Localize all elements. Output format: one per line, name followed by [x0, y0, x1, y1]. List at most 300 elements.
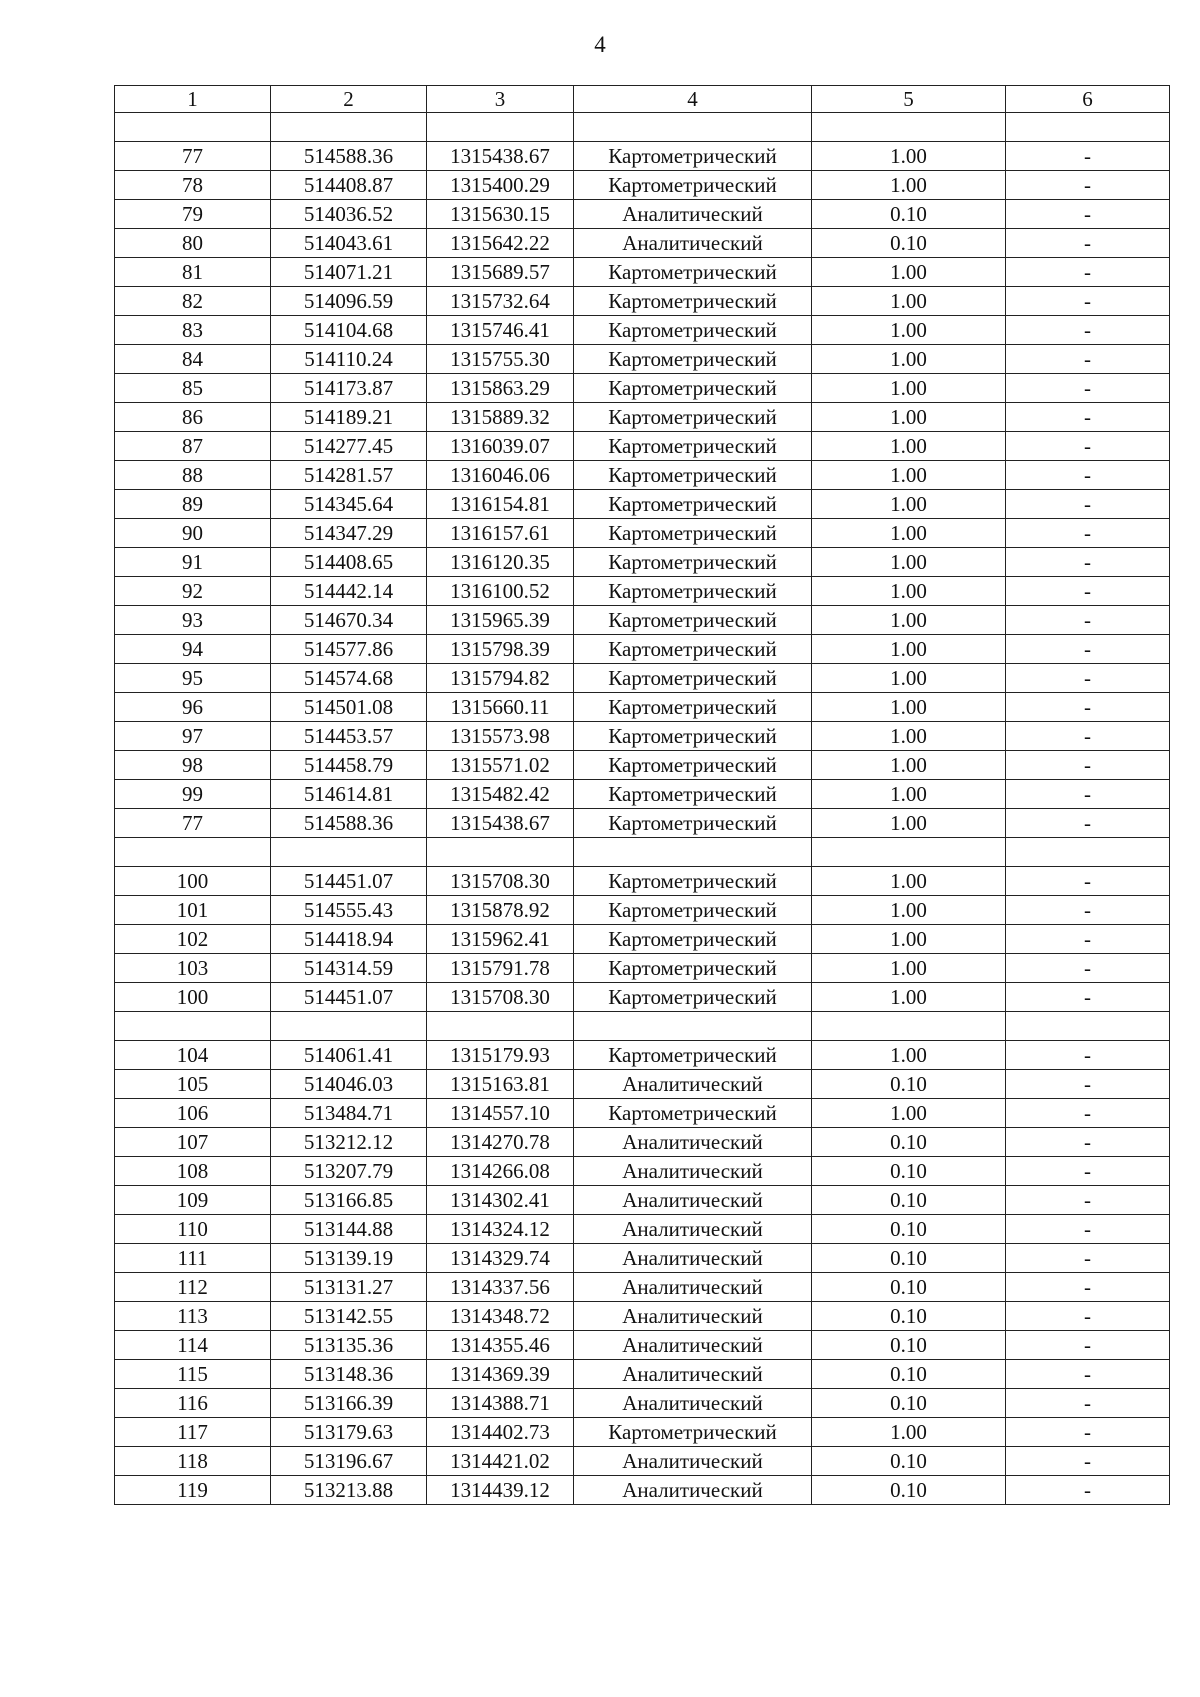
note-cell: -: [1006, 693, 1170, 722]
method-cell: Картометрический: [574, 258, 812, 287]
method-cell: [574, 1012, 812, 1041]
x-coordinate-cell: 514345.64: [271, 490, 427, 519]
table-row: [115, 1215, 1170, 1244]
table-row: [115, 1447, 1170, 1476]
x-coordinate-cell: 513484.71: [271, 1099, 427, 1128]
point-number-cell: 86: [115, 403, 271, 432]
x-coordinate-cell: 514036.52: [271, 200, 427, 229]
point-number-cell: 110: [115, 1215, 271, 1244]
coordinates-table: [114, 85, 1170, 1505]
accuracy-cell: 1.00: [812, 490, 1006, 519]
table-row: [115, 1070, 1170, 1099]
accuracy-cell: 0.10: [812, 1186, 1006, 1215]
x-coordinate-cell: [271, 838, 427, 867]
note-cell: -: [1006, 1099, 1170, 1128]
x-coordinate-cell: 514451.07: [271, 983, 427, 1012]
x-coordinate-cell: [271, 1012, 427, 1041]
point-number-cell: 108: [115, 1157, 271, 1186]
note-cell: -: [1006, 606, 1170, 635]
method-cell: Картометрический: [574, 1099, 812, 1128]
y-coordinate-cell: 1314329.74: [427, 1244, 574, 1273]
point-number-cell: 100: [115, 983, 271, 1012]
table-row: [115, 1041, 1170, 1070]
x-coordinate-cell: [271, 113, 427, 142]
x-coordinate-cell: 514408.65: [271, 548, 427, 577]
x-coordinate-cell: 513148.36: [271, 1360, 427, 1389]
accuracy-cell: 1.00: [812, 925, 1006, 954]
note-cell: -: [1006, 577, 1170, 606]
x-coordinate-cell: 514442.14: [271, 577, 427, 606]
method-cell: Картометрический: [574, 780, 812, 809]
point-number-cell: 117: [115, 1418, 271, 1447]
accuracy-cell: 1.00: [812, 345, 1006, 374]
y-coordinate-cell: 1316120.35: [427, 548, 574, 577]
point-number-cell: 114: [115, 1331, 271, 1360]
accuracy-cell: [812, 1012, 1006, 1041]
x-coordinate-cell: 514043.61: [271, 229, 427, 258]
table-row: [115, 809, 1170, 838]
accuracy-cell: 0.10: [812, 1389, 1006, 1418]
table-row: [115, 1418, 1170, 1447]
column-header: 1: [115, 86, 271, 113]
method-cell: Картометрический: [574, 983, 812, 1012]
x-coordinate-cell: 514501.08: [271, 693, 427, 722]
accuracy-cell: [812, 838, 1006, 867]
table-row: [115, 548, 1170, 577]
x-coordinate-cell: 514408.87: [271, 171, 427, 200]
x-coordinate-cell: 514173.87: [271, 374, 427, 403]
method-cell: Картометрический: [574, 519, 812, 548]
note-cell: -: [1006, 1215, 1170, 1244]
point-number-cell: 79: [115, 200, 271, 229]
y-coordinate-cell: 1315878.92: [427, 896, 574, 925]
point-number-cell: [115, 113, 271, 142]
note-cell: -: [1006, 142, 1170, 171]
y-coordinate-cell: 1315798.39: [427, 635, 574, 664]
method-cell: Картометрический: [574, 751, 812, 780]
method-cell: Аналитический: [574, 1128, 812, 1157]
note-cell: [1006, 1012, 1170, 1041]
method-cell: Аналитический: [574, 1360, 812, 1389]
table-row: [115, 1099, 1170, 1128]
note-cell: -: [1006, 1302, 1170, 1331]
column-header: 6: [1006, 86, 1170, 113]
x-coordinate-cell: 513166.85: [271, 1186, 427, 1215]
method-cell: Аналитический: [574, 1244, 812, 1273]
point-number-cell: 96: [115, 693, 271, 722]
accuracy-cell: 0.10: [812, 1447, 1006, 1476]
accuracy-cell: 1.00: [812, 780, 1006, 809]
table-row: [115, 693, 1170, 722]
table-body: [115, 86, 1170, 1505]
point-number-cell: 111: [115, 1244, 271, 1273]
accuracy-cell: 1.00: [812, 287, 1006, 316]
method-cell: Картометрический: [574, 635, 812, 664]
point-number-cell: 91: [115, 548, 271, 577]
point-number-cell: 82: [115, 287, 271, 316]
method-cell: Картометрический: [574, 403, 812, 432]
point-number-cell: 103: [115, 954, 271, 983]
note-cell: -: [1006, 1244, 1170, 1273]
table-row: [115, 1331, 1170, 1360]
y-coordinate-cell: [427, 838, 574, 867]
method-cell: Картометрический: [574, 722, 812, 751]
y-coordinate-cell: 1314355.46: [427, 1331, 574, 1360]
y-coordinate-cell: 1314302.41: [427, 1186, 574, 1215]
method-cell: Картометрический: [574, 1041, 812, 1070]
x-coordinate-cell: 514110.24: [271, 345, 427, 374]
y-coordinate-cell: 1315179.93: [427, 1041, 574, 1070]
note-cell: -: [1006, 867, 1170, 896]
method-cell: Картометрический: [574, 606, 812, 635]
accuracy-cell: 1.00: [812, 548, 1006, 577]
accuracy-cell: 0.10: [812, 200, 1006, 229]
note-cell: -: [1006, 1418, 1170, 1447]
accuracy-cell: 1.00: [812, 664, 1006, 693]
method-cell: Картометрический: [574, 171, 812, 200]
x-coordinate-cell: 514281.57: [271, 461, 427, 490]
x-coordinate-cell: 514277.45: [271, 432, 427, 461]
x-coordinate-cell: 514574.68: [271, 664, 427, 693]
table-row: [115, 1389, 1170, 1418]
point-number-cell: 87: [115, 432, 271, 461]
table-row: [115, 461, 1170, 490]
x-coordinate-cell: 513196.67: [271, 1447, 427, 1476]
point-number-cell: 119: [115, 1476, 271, 1505]
method-cell: [574, 113, 812, 142]
method-cell: Аналитический: [574, 1273, 812, 1302]
point-number-cell: 97: [115, 722, 271, 751]
y-coordinate-cell: 1314324.12: [427, 1215, 574, 1244]
x-coordinate-cell: 514670.34: [271, 606, 427, 635]
y-coordinate-cell: 1314439.12: [427, 1476, 574, 1505]
y-coordinate-cell: 1315630.15: [427, 200, 574, 229]
method-cell: Картометрический: [574, 432, 812, 461]
point-number-cell: 102: [115, 925, 271, 954]
accuracy-cell: 1.00: [812, 1041, 1006, 1070]
method-cell: Аналитический: [574, 1389, 812, 1418]
y-coordinate-cell: 1315400.29: [427, 171, 574, 200]
note-cell: [1006, 838, 1170, 867]
y-coordinate-cell: 1314270.78: [427, 1128, 574, 1157]
table-row: [115, 1476, 1170, 1505]
y-coordinate-cell: 1315746.41: [427, 316, 574, 345]
table-row: [115, 287, 1170, 316]
method-cell: Картометрический: [574, 287, 812, 316]
table-row: [115, 1157, 1170, 1186]
table-row: [115, 664, 1170, 693]
x-coordinate-cell: 514347.29: [271, 519, 427, 548]
accuracy-cell: 1.00: [812, 896, 1006, 925]
table-row: [115, 113, 1170, 142]
point-number-cell: 105: [115, 1070, 271, 1099]
point-number-cell: 81: [115, 258, 271, 287]
method-cell: Картометрический: [574, 461, 812, 490]
y-coordinate-cell: 1315689.57: [427, 258, 574, 287]
x-coordinate-cell: 513166.39: [271, 1389, 427, 1418]
accuracy-cell: 1.00: [812, 258, 1006, 287]
table-row: [115, 490, 1170, 519]
method-cell: Картометрический: [574, 490, 812, 519]
y-coordinate-cell: 1315791.78: [427, 954, 574, 983]
accuracy-cell: 1.00: [812, 142, 1006, 171]
accuracy-cell: 1.00: [812, 316, 1006, 345]
accuracy-cell: 1.00: [812, 374, 1006, 403]
accuracy-cell: 1.00: [812, 809, 1006, 838]
y-coordinate-cell: 1315794.82: [427, 664, 574, 693]
method-cell: Картометрический: [574, 809, 812, 838]
note-cell: -: [1006, 896, 1170, 925]
note-cell: -: [1006, 1360, 1170, 1389]
accuracy-cell: 1.00: [812, 577, 1006, 606]
y-coordinate-cell: 1315571.02: [427, 751, 574, 780]
note-cell: -: [1006, 1128, 1170, 1157]
column-header: 3: [427, 86, 574, 113]
note-cell: -: [1006, 1273, 1170, 1302]
y-coordinate-cell: 1314337.56: [427, 1273, 574, 1302]
method-cell: Картометрический: [574, 1418, 812, 1447]
x-coordinate-cell: 514189.21: [271, 403, 427, 432]
accuracy-cell: 0.10: [812, 1302, 1006, 1331]
table-row: [115, 780, 1170, 809]
accuracy-cell: 1.00: [812, 722, 1006, 751]
accuracy-cell: 1.00: [812, 635, 1006, 664]
x-coordinate-cell: 513131.27: [271, 1273, 427, 1302]
y-coordinate-cell: 1315438.67: [427, 142, 574, 171]
note-cell: -: [1006, 780, 1170, 809]
note-cell: -: [1006, 171, 1170, 200]
y-coordinate-cell: 1315962.41: [427, 925, 574, 954]
point-number-cell: [115, 838, 271, 867]
point-number-cell: 95: [115, 664, 271, 693]
point-number-cell: 99: [115, 780, 271, 809]
accuracy-cell: 0.10: [812, 1360, 1006, 1389]
note-cell: -: [1006, 925, 1170, 954]
table-row: [115, 751, 1170, 780]
method-cell: Картометрический: [574, 548, 812, 577]
note-cell: -: [1006, 229, 1170, 258]
y-coordinate-cell: 1316100.52: [427, 577, 574, 606]
accuracy-cell: 0.10: [812, 1273, 1006, 1302]
x-coordinate-cell: 513139.19: [271, 1244, 427, 1273]
x-coordinate-cell: 514588.36: [271, 809, 427, 838]
table-row: [115, 432, 1170, 461]
method-cell: Аналитический: [574, 200, 812, 229]
accuracy-cell: 0.10: [812, 1331, 1006, 1360]
note-cell: -: [1006, 1331, 1170, 1360]
point-number-cell: 85: [115, 374, 271, 403]
note-cell: -: [1006, 461, 1170, 490]
method-cell: Аналитический: [574, 229, 812, 258]
accuracy-cell: 1.00: [812, 983, 1006, 1012]
accuracy-cell: 1.00: [812, 519, 1006, 548]
x-coordinate-cell: 514451.07: [271, 867, 427, 896]
x-coordinate-cell: 513142.55: [271, 1302, 427, 1331]
x-coordinate-cell: 513212.12: [271, 1128, 427, 1157]
y-coordinate-cell: 1315965.39: [427, 606, 574, 635]
point-number-cell: 94: [115, 635, 271, 664]
accuracy-cell: 1.00: [812, 461, 1006, 490]
accuracy-cell: 1.00: [812, 751, 1006, 780]
table-row: [115, 867, 1170, 896]
note-cell: -: [1006, 983, 1170, 1012]
method-cell: Аналитический: [574, 1215, 812, 1244]
x-coordinate-cell: 514453.57: [271, 722, 427, 751]
y-coordinate-cell: 1316039.07: [427, 432, 574, 461]
method-cell: Картометрический: [574, 374, 812, 403]
y-coordinate-cell: 1315642.22: [427, 229, 574, 258]
point-number-cell: 101: [115, 896, 271, 925]
point-number-cell: 112: [115, 1273, 271, 1302]
table-row: [115, 1186, 1170, 1215]
note-cell: -: [1006, 664, 1170, 693]
accuracy-cell: 0.10: [812, 1157, 1006, 1186]
table-row: [115, 403, 1170, 432]
point-number-cell: 93: [115, 606, 271, 635]
accuracy-cell: 1.00: [812, 171, 1006, 200]
x-coordinate-cell: 514577.86: [271, 635, 427, 664]
table-row: [115, 896, 1170, 925]
point-number-cell: 84: [115, 345, 271, 374]
note-cell: -: [1006, 287, 1170, 316]
x-coordinate-cell: 514418.94: [271, 925, 427, 954]
method-cell: [574, 838, 812, 867]
x-coordinate-cell: 514071.21: [271, 258, 427, 287]
table-row: [115, 171, 1170, 200]
y-coordinate-cell: 1315755.30: [427, 345, 574, 374]
x-coordinate-cell: 514458.79: [271, 751, 427, 780]
method-cell: Аналитический: [574, 1476, 812, 1505]
method-cell: Картометрический: [574, 693, 812, 722]
note-cell: -: [1006, 1041, 1170, 1070]
note-cell: -: [1006, 316, 1170, 345]
point-number-cell: 77: [115, 809, 271, 838]
note-cell: -: [1006, 374, 1170, 403]
page-number: 4: [594, 32, 606, 57]
point-number-cell: 90: [115, 519, 271, 548]
y-coordinate-cell: 1315660.11: [427, 693, 574, 722]
y-coordinate-cell: 1314348.72: [427, 1302, 574, 1331]
note-cell: -: [1006, 432, 1170, 461]
x-coordinate-cell: 514555.43: [271, 896, 427, 925]
table-row: [115, 606, 1170, 635]
accuracy-cell: 1.00: [812, 432, 1006, 461]
y-coordinate-cell: 1316154.81: [427, 490, 574, 519]
y-coordinate-cell: 1314266.08: [427, 1157, 574, 1186]
point-number-cell: 113: [115, 1302, 271, 1331]
table-row: [115, 635, 1170, 664]
y-coordinate-cell: 1316157.61: [427, 519, 574, 548]
note-cell: -: [1006, 403, 1170, 432]
accuracy-cell: 0.10: [812, 1128, 1006, 1157]
accuracy-cell: 1.00: [812, 693, 1006, 722]
method-cell: Аналитический: [574, 1331, 812, 1360]
accuracy-cell: 1.00: [812, 1099, 1006, 1128]
method-cell: Аналитический: [574, 1186, 812, 1215]
note-cell: -: [1006, 258, 1170, 287]
method-cell: Картометрический: [574, 142, 812, 171]
table-row: [115, 200, 1170, 229]
point-number-cell: 106: [115, 1099, 271, 1128]
x-coordinate-cell: 514314.59: [271, 954, 427, 983]
point-number-cell: 83: [115, 316, 271, 345]
note-cell: [1006, 113, 1170, 142]
note-cell: -: [1006, 722, 1170, 751]
x-coordinate-cell: 514061.41: [271, 1041, 427, 1070]
table-row: [115, 1273, 1170, 1302]
table-row: [115, 838, 1170, 867]
note-cell: -: [1006, 1186, 1170, 1215]
x-coordinate-cell: 514104.68: [271, 316, 427, 345]
point-number-cell: 98: [115, 751, 271, 780]
point-number-cell: 89: [115, 490, 271, 519]
table-row: [115, 519, 1170, 548]
method-cell: Аналитический: [574, 1447, 812, 1476]
y-coordinate-cell: 1314402.73: [427, 1418, 574, 1447]
y-coordinate-cell: 1316046.06: [427, 461, 574, 490]
x-coordinate-cell: 513213.88: [271, 1476, 427, 1505]
accuracy-cell: 0.10: [812, 1244, 1006, 1273]
table-header-row: [115, 86, 1170, 113]
table-row: [115, 925, 1170, 954]
note-cell: -: [1006, 200, 1170, 229]
accuracy-cell: 1.00: [812, 954, 1006, 983]
y-coordinate-cell: 1315573.98: [427, 722, 574, 751]
x-coordinate-cell: 514096.59: [271, 287, 427, 316]
y-coordinate-cell: [427, 113, 574, 142]
note-cell: -: [1006, 490, 1170, 519]
y-coordinate-cell: 1315163.81: [427, 1070, 574, 1099]
table-row: [115, 983, 1170, 1012]
point-number-cell: 77: [115, 142, 271, 171]
note-cell: -: [1006, 345, 1170, 374]
table-row: [115, 258, 1170, 287]
x-coordinate-cell: 513135.36: [271, 1331, 427, 1360]
y-coordinate-cell: 1314557.10: [427, 1099, 574, 1128]
method-cell: Картометрический: [574, 664, 812, 693]
table-row: [115, 1128, 1170, 1157]
note-cell: -: [1006, 751, 1170, 780]
table-row: [115, 1244, 1170, 1273]
note-cell: -: [1006, 1157, 1170, 1186]
accuracy-cell: 0.10: [812, 1070, 1006, 1099]
point-number-cell: 100: [115, 867, 271, 896]
y-coordinate-cell: 1314421.02: [427, 1447, 574, 1476]
note-cell: -: [1006, 519, 1170, 548]
x-coordinate-cell: 513144.88: [271, 1215, 427, 1244]
method-cell: Аналитический: [574, 1157, 812, 1186]
x-coordinate-cell: 513179.63: [271, 1418, 427, 1447]
method-cell: Картометрический: [574, 896, 812, 925]
accuracy-cell: 1.00: [812, 403, 1006, 432]
method-cell: Аналитический: [574, 1302, 812, 1331]
accuracy-cell: 1.00: [812, 1418, 1006, 1447]
table-row: [115, 722, 1170, 751]
column-header: 4: [574, 86, 812, 113]
table-row: [115, 1012, 1170, 1041]
method-cell: Картометрический: [574, 316, 812, 345]
method-cell: Аналитический: [574, 1070, 812, 1099]
point-number-cell: [115, 1012, 271, 1041]
point-number-cell: 80: [115, 229, 271, 258]
x-coordinate-cell: 514046.03: [271, 1070, 427, 1099]
note-cell: -: [1006, 1389, 1170, 1418]
y-coordinate-cell: 1315708.30: [427, 867, 574, 896]
point-number-cell: 116: [115, 1389, 271, 1418]
point-number-cell: 107: [115, 1128, 271, 1157]
note-cell: -: [1006, 548, 1170, 577]
note-cell: -: [1006, 1476, 1170, 1505]
